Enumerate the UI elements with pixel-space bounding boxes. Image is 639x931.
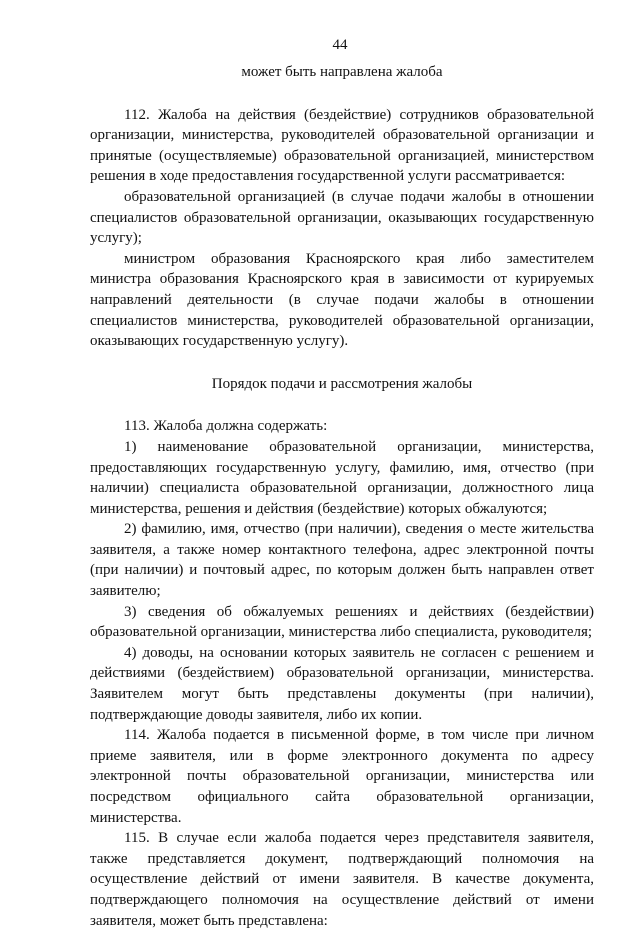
list-item-3: 3) сведения об обжалуемых решениях и действиях (бездействии) образовательной организации, министерства либо специалиста, руководителя; [90,603,594,641]
paragraph-114: 114. Жалоба подается в письменной форме, в том числе при личном приеме заявителя, или в форме электронного документа по адресу электронной почты образовательной организации, министерства или посредством официального сайта образовательной организации, министерства. [90,727,594,826]
paragraph-organization: образовательной организацией (в случае подачи жалобы в отношении специалистов образовательной организации, оказывающих государственную услугу); [90,188,594,247]
paragraph-113: 113. Жалоба должна содержать: [124,418,328,435]
section-title: Порядок подачи и рассмотрения жалобы [211,375,473,392]
page-number: 44 [332,37,348,53]
document-body [90,62,594,931]
list-item-1: 1) наименование образовательной организации, министерства, предоставляющих государственную услугу, фамилию, имя, отчество (при наличии) специалиста образовательной организации, должностного лица министерства, решения и действия (бездействие) которых обжалуются; [90,438,594,517]
list-item-4: 4) доводы, на основании которых заявитель не согласен с решением и действиями (бездействием) образовательной организации, министерства. Заявителем могут быть представлены документы (при наличии), подтверждающие доводы заявителя, либо их копии. [90,644,594,723]
paragraph-112: 112. Жалоба на действия (бездействие) сотрудников образовательной организации, министерства, руководителей образовательной организации и принятые (осуществляемые) образовательной организацией, министерством решения в ходе предоставления государственной услуги рассматривается: [90,106,594,185]
heading-fragment: может быть направлена жалоба [241,64,443,80]
list-item-2: 2) фамилию, имя, отчество (при наличии), сведения о месте жительства заявителя, а также номер контактного телефона, адрес электронной почты (при наличии) и почтовый адрес, по которым должен быть направлен ответ заявителю; [90,521,594,600]
paragraph-115: 115. В случае если жалоба подается через представителя заявителя, также представляется документ, подтверждающий полномочия на осуществление действий от имени заявителя. В качестве документа, подтверждающего полномочия на осуществление действий от имени заявителя, может быть представлена: [90,830,594,929]
paragraph-minister: министром образования Красноярского края либо заместителем министра образования Красноярского края в зависимости от курируемых направлений деятельности (в случае подачи жалобы в отношении специалистов министерства, руководителей образовательной организации, оказывающих государственную услугу). [90,250,594,350]
